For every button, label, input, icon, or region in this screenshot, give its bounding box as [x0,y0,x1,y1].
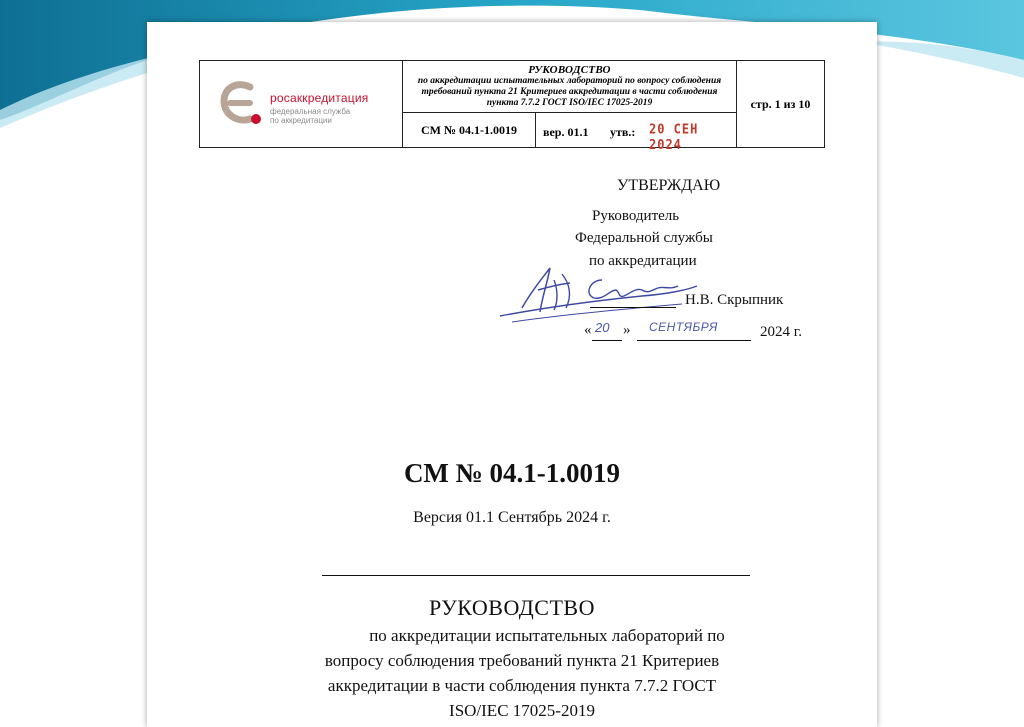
guide-desc-line4: ISO/IEC 17025-2019 [449,701,595,720]
header-doc-type: РУКОВОДСТВО [528,64,611,76]
header-doc-subject: по аккредитации испытательных лабораторий по вопросу соблюдения требований пункта 21 Критериев аккредитации в части соблюдения пункта 7.7.2 ГОСТ ISO/IEC 17025-2019 [417,76,722,108]
guide-description [272,623,772,723]
date-quote-close: » [623,322,631,338]
document-page [147,22,877,727]
date-day-underline [592,340,622,341]
date-month: СЕНТЯБРЯ [649,320,718,334]
guide-desc-line1: по аккредитации испытательных лабораторий по [369,626,725,645]
org-subtitle-line1: федеральная служба [270,107,351,116]
org-subtitle [270,107,350,125]
version-label: вер. 01.1 [543,125,589,139]
date-month-underline [637,340,751,341]
guide-desc-line2: вопросу соблюдения требований пункта 21 Критериев [324,651,720,670]
approver-name: Н.В. Скрыпник [685,292,784,308]
approved-date-stamp: 20 СЕН 2024 [649,121,699,153]
approval-block [447,22,867,382]
rosaccreditation-logo-icon [220,79,262,129]
guide-desc-line3: аккредитации в части соблюдения пункта 7.7.2 ГОСТ [327,676,717,695]
approved-label: утв.: [610,125,636,139]
org-subtitle-line2: по аккредитации [270,116,332,125]
signature-line [590,307,676,308]
document-version: Версия 01.1 Сентябрь 2024 г. [413,509,611,526]
horizontal-rule [322,575,750,576]
approval-position-line1: Руководитель [592,208,680,224]
date-day: 20 [595,320,610,335]
guide-title: РУКОВОДСТВО [429,595,595,620]
approval-title: УТВЕРЖДАЮ [617,177,721,194]
logo-cell [200,61,403,147]
header-doc-code: СМ № 04.1-1.0019 [403,113,536,147]
approval-position-line3: по аккредитации [589,253,697,269]
document-code: СМ № 04.1-1.0019 [403,458,621,488]
page-info: стр. 1 из 10 [750,96,811,111]
org-name: росаккредитация [270,91,369,105]
approval-position-line2: Федеральной службы [575,230,713,246]
handwritten-signature [492,250,702,330]
date-quote-open: « [584,322,592,338]
date-year: 2024 г. [760,324,802,340]
